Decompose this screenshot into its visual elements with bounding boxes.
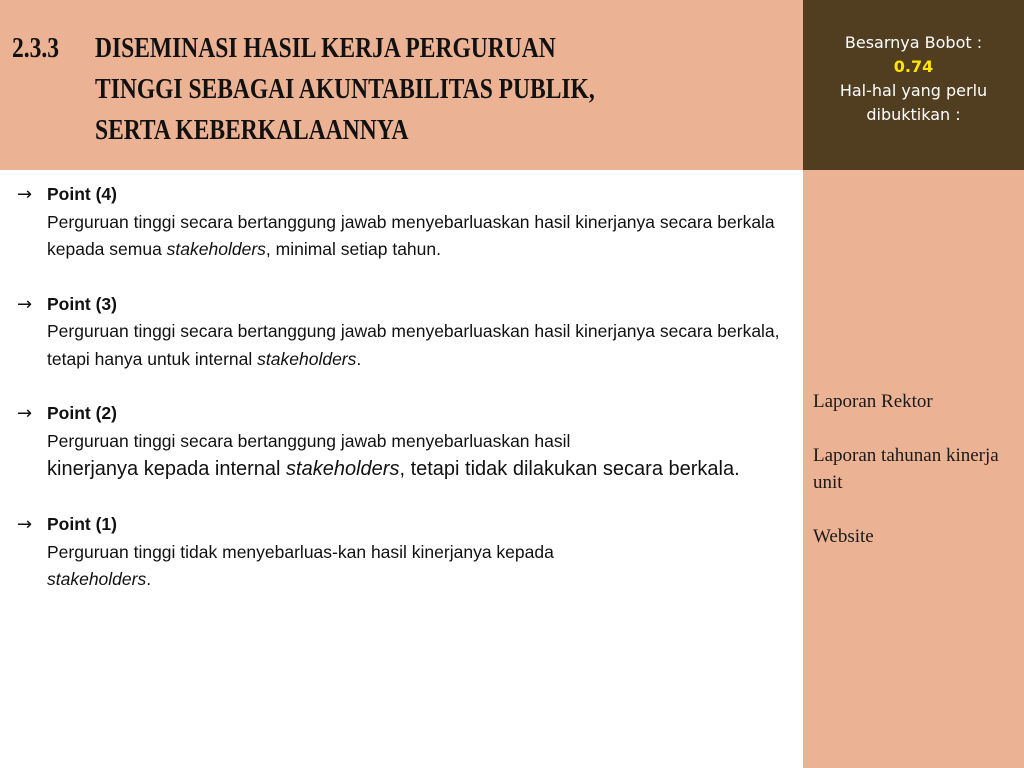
point-title: Point (2) <box>47 403 117 423</box>
point-3 <box>0 291 790 374</box>
arrow-right-icon: → <box>17 293 33 315</box>
arrow-right-icon: → <box>17 403 33 424</box>
point-4 <box>0 181 790 264</box>
evidence-sidebar <box>803 170 1024 768</box>
point-2 <box>0 400 790 484</box>
evidence-item: Laporan Rektor <box>813 391 933 412</box>
evidence-heading-line-2: dibuktikan : <box>866 105 961 124</box>
point-title: Point (3) <box>47 293 117 314</box>
point-title: Point (1) <box>47 514 117 534</box>
point-1 <box>0 511 790 594</box>
section-number: 2.3.3 <box>12 33 60 64</box>
title-line: TINGGI SEBAGAI AKUNTABILITAS PUBLIK, <box>95 74 595 105</box>
point-title: Point (4) <box>47 184 117 204</box>
scoring-points <box>0 181 790 594</box>
evidence-heading-line-1: Hal-hal yang perlu <box>839 81 988 100</box>
title-line: SERTA KEBERKALAANNYA <box>95 115 409 146</box>
arrow-right-icon: → <box>17 184 33 205</box>
title-banner <box>0 0 803 170</box>
point-description: Perguruan tinggi secara bertanggung jawab menyebarluaskan hasil kinerjanya secara berkala kepada semua stakeholders, minimal setiap tahun. <box>47 211 775 259</box>
page-title <box>95 28 784 151</box>
weight-box <box>803 0 1024 170</box>
evidence-item: Website <box>813 526 874 547</box>
weight-label: Besarnya Bobot : <box>844 33 983 52</box>
point-description: Perguruan tinggi secara bertanggung jawab menyebarluaskan hasil kinerjanya secara berkala, tetapi hanya untuk internal stakeholders. <box>47 321 780 369</box>
weight-value: 0.74 <box>893 57 934 76</box>
evidence-item: Laporan tahunan kinerja unit <box>813 445 999 493</box>
point-description: Perguruan tinggi tidak menyebarluas-kan hasil kinerjanya kepada stakeholders. <box>47 541 554 589</box>
arrow-right-icon: → <box>17 514 33 535</box>
evidence-list <box>813 388 1003 577</box>
title-line: DISEMINASI HASIL KERJA PERGURUAN <box>95 33 556 64</box>
point-description: Perguruan tinggi secara bertanggung jawab menyebarluaskan hasil kinerjanya kepada internal stakeholders, tetapi tidak dilakukan secara berkala. <box>47 430 740 480</box>
